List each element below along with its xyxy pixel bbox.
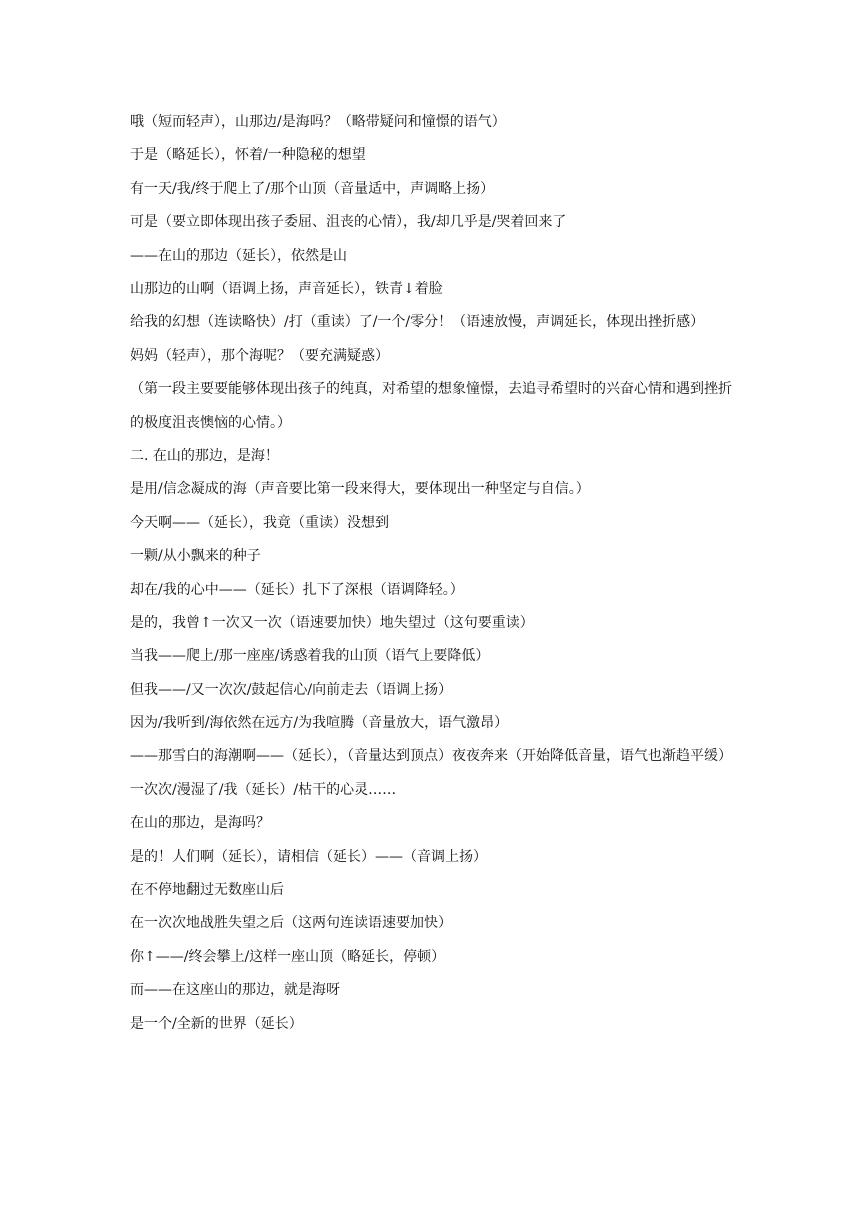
text-line: 山那边的山啊（语调上扬，声音延长），铁青↓着脸 [130,280,443,297]
text-line: 你↑——/终会攀上/这样一座山顶（略延长，停顿） [130,948,446,965]
text-line: 在不停地翻过无数座山后 [130,882,284,899]
document-body [130,106,735,1041]
text-line: 但我——/又一次次/鼓起信心/向前走去（语调上扬） [130,681,453,698]
text-line: 可是（要立即体现出孩子委屈、沮丧的心情），我/却几乎是/哭着回来了 [130,214,567,231]
text-paragraph: 给我的幻想（连读略快）/打（重读）了/一个/零分！（语速放慢，声调延长，体现出挫折感） [130,314,705,331]
text-line: 因为/我听到/海依然在远方/为我喧腾（音量放大，语气激昂） [130,715,509,732]
text-line: 一颗/从小飘来的种子 [130,548,261,565]
section-heading: 二. 在山的那边，是海！ [130,447,279,464]
text-line: 在一次次地战胜失望之后（这两句连读语速要加快） [130,915,452,932]
text-line: 是用/信念凝成的海（声音要比第一段来得大，要体现出一种坚定与自信。） [130,481,590,498]
text-paragraph: ——那雪白的海潮啊——（延长），（音量达到顶点）夜夜奔来（开始降低音量，语气也渐趋平缓） [130,748,732,765]
text-line: 是一个/全新的世界（延长） [130,1015,303,1032]
text-line: 哦（短而轻声），山那边/是海吗？（略带疑问和憧憬的语气） [130,114,506,130]
text-line: 妈妈（轻声），那个海呢？（要充满疑惑） [130,347,389,364]
text-line: 却在/我的心中——（延长）扎下了深根（语调降轻。） [130,581,464,598]
text-line: 是的，我曾↑一次又一次（语速要加快）地失望过（这句要重读） [130,614,534,631]
text-line: 而——在这座山的那边，就是海呀 [130,982,340,999]
text-line: 于是（略延长），怀着/一种隐秘的想望 [130,147,366,164]
text-line: 有一天/我/终于爬上了/那个山顶（音量适中，声调略上扬） [130,180,495,197]
section-summary-note: （第一段主要要能够体现出孩子的纯真，对希望的想象憧憬，去追寻希望时的兴奋心情和遇到挫折的极度沮丧懊恼的心情。） [130,381,732,431]
text-line: 是的！人们啊（延长），请相信（延长）——（音调上扬） [130,848,487,865]
text-line: 今天啊——（延长），我竟（重读）没想到 [130,514,389,531]
text-line: 当我——爬上/那一座座/诱惑着我的山顶（语气上要降低） [130,648,490,665]
text-line: 在山的那边，是海吗？ [130,815,270,832]
text-line: ——在山的那边（延长），依然是山 [130,247,347,264]
text-line: 一次次/漫湿了/我（延长）/枯干的心灵…… [130,781,397,798]
